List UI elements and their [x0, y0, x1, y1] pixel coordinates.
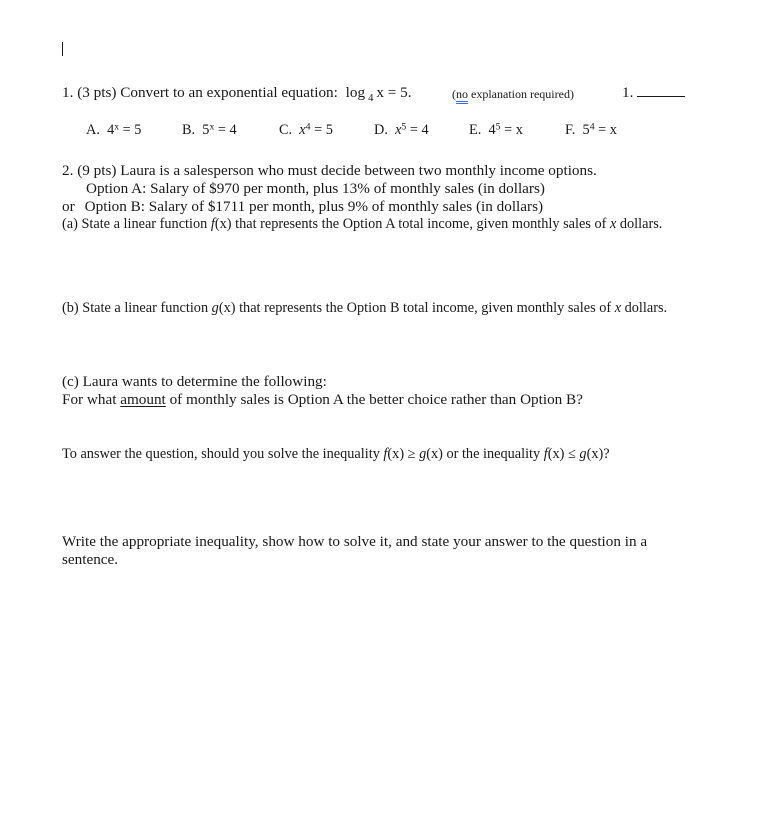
choice-c: C. $x^4 = 5$	[279, 121, 333, 138]
inequality-option-1: f(x) ≥ g(x)	[383, 446, 443, 462]
q2-part-c-question: For what amount of monthly sales is Option A the better choice rather than Option B?	[62, 391, 583, 408]
q2-write-instruction-cont: sentence.	[62, 551, 119, 568]
choice-f: F. $5^4 = x$	[565, 121, 617, 138]
q2-inequality-question: To answer the question, should you solve the inequality f(x) ≥ g(x) or the inequality f(x) ≤ g(x)?	[62, 446, 610, 462]
choice-a: A. 4$^x$ = 5	[86, 121, 142, 138]
q1-number: 1. (3 pts)	[62, 84, 117, 101]
q2-write-instruction: Write the appropriate inequality, show how to solve it, and state your answer to the question in a	[62, 533, 648, 550]
choice-d: D. $x^5 = 4$	[374, 121, 429, 138]
q1-note: (no explanation required)	[452, 87, 574, 102]
inequality-option-2: f(x) ≤ g(x)	[543, 446, 604, 462]
q2-intro: 2. (9 pts) Laura is a salesperson who must decide between two monthly income options.	[62, 162, 597, 179]
answer-line	[637, 84, 685, 97]
choice-e: E. $4^5 = x$	[469, 121, 523, 138]
or-label: or	[62, 198, 75, 215]
q1-log-expression: log $_4$ x = 5.	[345, 84, 412, 104]
q1-prompt: Convert to an exponential equation:	[120, 84, 338, 101]
choice-b: B. 5$^x$ = 4	[182, 121, 237, 138]
q2-option-a: Option A: Salary of $970 per month, plus 13% of monthly sales (in dollars)	[86, 180, 545, 197]
q2-option-b-line	[62, 198, 543, 216]
q2-option-b: Option B: Salary of $1711 per month, plus 9% of monthly sales (in dollars)	[84, 198, 544, 215]
q2-part-c-intro: (c) Laura wants to determine the following:	[62, 373, 327, 390]
text-cursor	[62, 42, 63, 56]
q2-part-b: (b) State a linear function g(x) that represents the Option B total income, given monthly sales of x dollars.	[62, 300, 668, 316]
q1-prompt-line	[62, 84, 412, 102]
q2-part-a: (a) State a linear function f(x) that represents the Option A total income, given monthly sales of x dollars.	[62, 216, 663, 232]
q1-answer-blank: 1.	[622, 84, 685, 102]
